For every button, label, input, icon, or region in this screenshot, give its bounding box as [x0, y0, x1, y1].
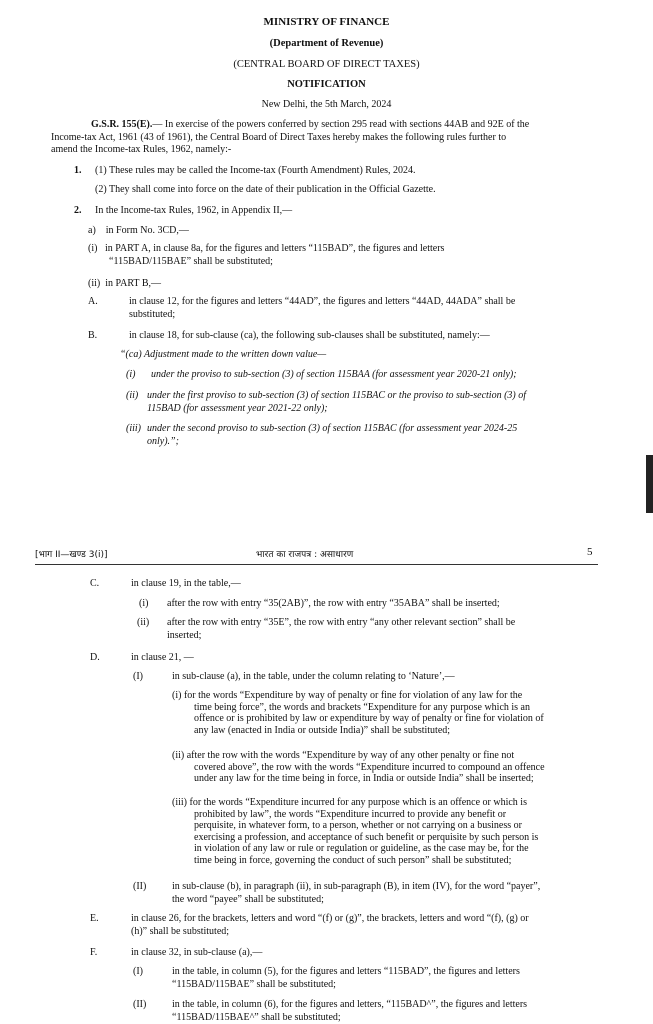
ca-iii-line-2: only).”;	[147, 435, 179, 447]
item-D-I-number: (I)	[133, 671, 143, 682]
item-D-I: in sub-clause (a), in the table, under the column relating to ‘Nature’,—	[172, 671, 455, 682]
board-title: (CENTRAL BOARD OF DIRECT TAXES)	[233, 59, 420, 70]
item-D-I-ii-line-1: (ii) after the row with the words “Expenditure by way of any other penalty or fine not	[172, 750, 515, 761]
ca-ii-line-2: 115BAD (for assessment year 2021-22 only);	[147, 402, 328, 414]
item-A-line-1: in clause 12, for the figures and letters “44AD”, the figures and letters “44AD, 44ADA” shall be	[129, 296, 516, 307]
clause-i	[88, 243, 596, 268]
item-D-label: D.	[90, 652, 100, 663]
item-B-label: B.	[88, 330, 98, 341]
item-D-I-iii-line-2: prohibited by law”, the words “Expenditure incurred to provide any benefit or	[194, 808, 507, 820]
rule-2-intro: In the Income-tax Rules, 1962, in Appendix II,—	[95, 205, 293, 216]
preamble-line-3: amend the Income-tax Rules, 1962, namely:-	[51, 144, 232, 155]
page-gap	[0, 513, 653, 530]
item-E-line-1: in clause 26, for the brackets, letters and word “(f) or (g)”, the brackets, letters and word “(f), (g) or	[131, 913, 529, 924]
item-D-I-ii-line-2: covered above”, the row with the words “Expenditure incurred to compound an offence	[194, 761, 545, 773]
item-F-II-line-2: “115BAD/115BAE^” shall be substituted;	[172, 1011, 341, 1023]
item-D-I-i-line-2: time being force”, the words and brackets “Expenditure for any purpose which is an	[194, 701, 530, 713]
item-E-label: E.	[90, 913, 99, 924]
clause-a: a) in Form No. 3CD,—	[88, 225, 189, 236]
item-D-II-number: (II)	[133, 881, 147, 892]
item-E	[131, 913, 598, 938]
rule-2-number: 2.	[74, 205, 82, 216]
item-C-ii-line-2: inserted;	[167, 629, 202, 641]
item-D-I-i	[172, 690, 598, 736]
item-A-label: A.	[88, 296, 98, 307]
subclause-ca: “(ca) Adjustment made to the written down value—	[120, 349, 327, 360]
ca-i-number: (i)	[126, 369, 136, 380]
item-F-I-line-1: in the table, in column (5), for the figures and letters “115BAD”, the figures and letters	[172, 966, 520, 977]
rule-1-sub-2: (2) They shall come into force on the date of their publication in the Official Gazette.	[95, 184, 436, 195]
item-C-ii-number: (ii)	[137, 617, 150, 628]
preamble-line-1: — In exercise of the powers conferred by section 295 read with sections 44AB and 92E of the	[152, 119, 530, 130]
ca-iii-line-1: under the second proviso to sub-section (3) of section 115BAC (for assessment year 2024-25	[147, 423, 518, 434]
item-F-label: F.	[90, 947, 98, 958]
item-D-I-iii-line-6: time being in force, governing the conduct of such person” shall be substituted;	[194, 854, 512, 866]
item-D-I-iii-line-1: (iii) for the words “Expenditure incurred for any purpose which is an offence or which is	[172, 797, 527, 808]
clause-ii: (ii) in PART B,—	[88, 278, 162, 289]
item-F-II	[172, 999, 598, 1024]
item-D-II	[172, 881, 598, 906]
item-D-I-ii-line-3: under any law for the time being in force, in India or outside India” shall be inserted;	[194, 773, 534, 785]
header-rule	[35, 564, 598, 565]
item-C-ii	[167, 617, 598, 642]
item-D-I-ii	[172, 750, 598, 785]
item-D-II-line-1: in sub-clause (b), in paragraph (ii), in sub-paragraph (B), in item (IV), for the word “payer”,	[172, 881, 541, 892]
item-F-II-line-1: in the table, in column (6), for the figures and letters, “115BAD^”, the figures and letters	[172, 999, 528, 1010]
ca-i: under the proviso to sub-section (3) of section 115BAA (for assessment year 2020-21 only);	[151, 369, 517, 380]
item-C: in clause 19, in the table,—	[131, 578, 241, 589]
item-D-I-iii-line-5: in violation of any law or rule or regulation or guideline, as the case may be, for the	[194, 843, 529, 855]
item-C-label: C.	[90, 578, 100, 589]
preamble	[51, 119, 596, 157]
item-A-line-2: substituted;	[129, 308, 176, 320]
ca-ii-line-1: under the first proviso to sub-section (3) of section 115BAC or the proviso to sub-section (3) of	[147, 390, 527, 401]
item-D-I-i-line-1: (i) for the words “Expenditure by way of penalty or fine for violation of any law for the	[172, 690, 523, 701]
item-F-I-number: (I)	[133, 966, 143, 977]
item-D-I-i-line-4: any law (enacted in India or outside India)” shall be substituted;	[194, 724, 451, 736]
item-A	[129, 296, 596, 321]
department-title: (Department of Revenue)	[269, 38, 384, 49]
item-D-I-iii	[172, 797, 598, 867]
rule-1-sub-1: (1) These rules may be called the Income-tax (Fourth Amendment) Rules, 2024.	[95, 165, 416, 176]
page-header-center: भारत का राजपत्र : असाधारण	[256, 550, 354, 560]
rule-1-number: 1.	[74, 165, 82, 176]
ca-ii-number: (ii)	[126, 390, 139, 401]
clause-i-line-1: (i) in PART A, in clause 8a, for the figures and letters “115BAD”, the figures and letters	[88, 243, 445, 254]
item-F-I-line-2: “115BAD/115BAE” shall be substituted;	[172, 978, 336, 990]
item-D-I-i-line-3: offence or is prohibited by law or expenditure by way of penalty or fine for violation of	[194, 713, 544, 725]
item-F: in clause 32, in sub-clause (a),—	[131, 947, 263, 958]
page-number: 5	[587, 546, 593, 558]
item-C-ii-line-1: after the row with entry “35E”, the row with entry “any other relevant section” shall be	[167, 617, 516, 628]
page-header-left: [भाग II—खण्ड 3(i)]	[35, 550, 108, 560]
ca-iii-number: (iii)	[126, 423, 141, 434]
item-D-II-line-2: the word “payee” shall be substituted;	[172, 893, 324, 905]
notification-title: NOTIFICATION	[287, 79, 366, 90]
item-E-line-2: (h)” shall be substituted;	[131, 925, 230, 937]
preamble-line-2: Income-tax Act, 1961 (43 of 1961), the Central Board of Direct Taxes hereby makes the following rules further to	[51, 131, 507, 143]
item-D-I-iii-line-3: perquisite, in whatever form, to a person, whether or not carrying on a business or	[194, 820, 522, 832]
gsr-number: G.S.R. 155(E).	[91, 119, 153, 130]
clause-i-line-2: “115BAD/115BAE” shall be substituted;	[109, 255, 273, 267]
ministry-title: MINISTRY OF FINANCE	[263, 16, 390, 28]
item-C-i-number: (i)	[139, 598, 149, 609]
item-F-I	[172, 966, 598, 991]
item-C-i: after the row with entry “35(2AB)”, the row with entry “35ABA” shall be inserted;	[167, 598, 500, 609]
item-B: in clause 18, for sub-clause (ca), the following sub-clauses shall be substituted, namely:—	[129, 330, 490, 341]
page-edge-bar	[646, 455, 653, 513]
item-D: in clause 21, —	[131, 652, 194, 663]
ca-iii	[147, 423, 596, 448]
place-date: New Delhi, the 5th March, 2024	[261, 99, 392, 110]
ca-ii	[147, 390, 596, 415]
item-D-I-iii-line-4: exercising a profession, and acceptance of such benefit or perquisite by such person is	[194, 831, 539, 843]
item-F-II-number: (II)	[133, 999, 147, 1010]
